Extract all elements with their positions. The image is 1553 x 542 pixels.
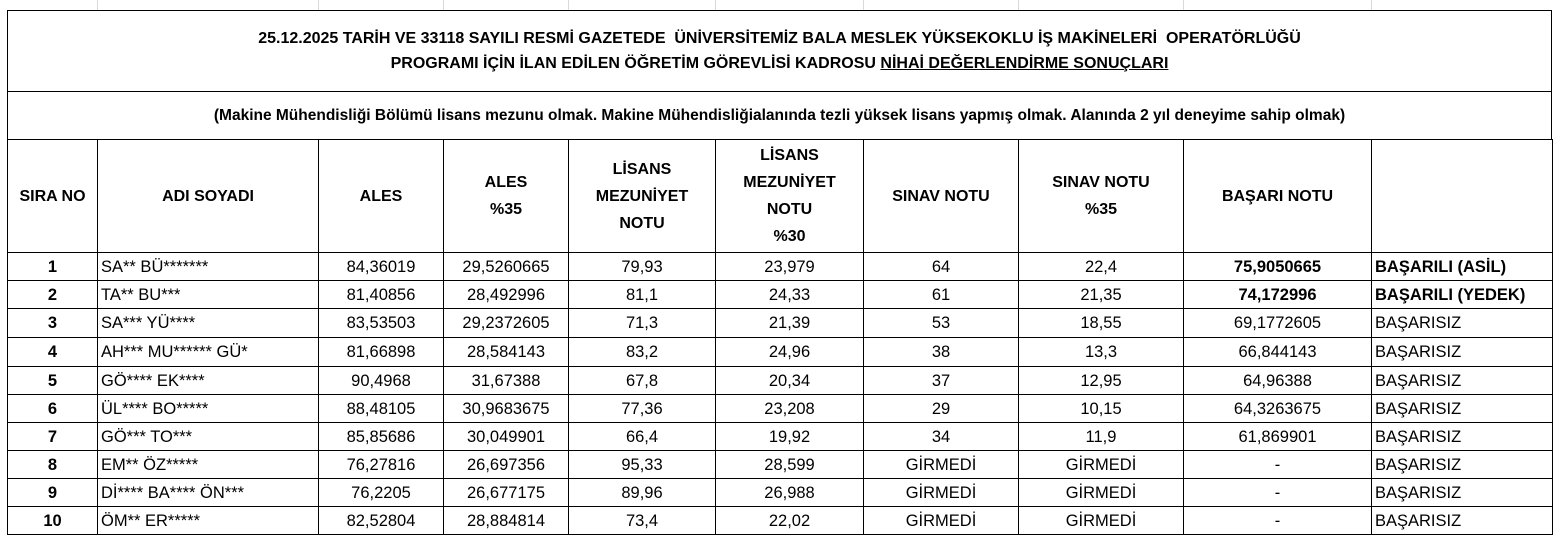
graduation-grade: 79,93 — [569, 253, 716, 281]
requirements-text: (Makine Mühendisliği Bölümü lisans mezunu olmak. Makine Mühendisliğialanında tezli yüksek lisans yapmış olmak. Alanında 2 yıl deneyime sahip olmak) — [213, 106, 1346, 124]
column-header-line: %30 — [773, 228, 806, 245]
row-number: 9 — [8, 479, 98, 507]
candidate-name: SA*** YÜ**** — [98, 309, 319, 338]
row-number: 1 — [8, 253, 98, 281]
result-status: BAŞARISIZ — [1372, 338, 1553, 367]
table-row — [8, 309, 1553, 338]
column-header — [716, 140, 864, 253]
graduation-30-score: 26,988 — [716, 479, 864, 507]
candidate-name: EM** ÖZ***** — [98, 451, 319, 479]
graduation-grade: 71,3 — [569, 309, 716, 338]
column-header — [1184, 140, 1372, 253]
graduation-30-score: 28,599 — [716, 451, 864, 479]
column-header-line: ALES — [484, 174, 528, 191]
result-status: BAŞARISIZ — [1372, 479, 1553, 507]
table-body — [8, 253, 1553, 535]
exam-score: 64 — [864, 253, 1019, 281]
ales-score: 76,2205 — [319, 479, 444, 507]
exam-score: 53 — [864, 309, 1019, 338]
ales-35-score: 29,5260665 — [444, 253, 569, 281]
graduation-grade: 83,2 — [569, 338, 716, 367]
ales-35-score: 26,697356 — [444, 451, 569, 479]
requirements-note — [7, 91, 1552, 140]
candidate-name: GÖ*** TO*** — [98, 423, 319, 451]
exam-35-score: GİRMEDİ — [1019, 507, 1184, 535]
table-row — [8, 253, 1553, 281]
row-number: 2 — [8, 281, 98, 309]
ales-35-score: 28,884814 — [444, 507, 569, 535]
column-header — [8, 140, 98, 253]
candidate-name: ÖM** ER***** — [98, 507, 319, 535]
column-header-line: ALES — [359, 187, 403, 205]
ales-35-score: 28,584143 — [444, 338, 569, 367]
exam-score: GİRMEDİ — [864, 451, 1019, 479]
success-score: 75,9050665 — [1184, 253, 1372, 281]
ales-35-score: 30,9683675 — [444, 395, 569, 423]
table-row — [8, 507, 1553, 535]
column-header-line: LİSANS — [760, 147, 819, 164]
ales-35-score: 30,049901 — [444, 423, 569, 451]
exam-score: 37 — [864, 367, 1019, 395]
exam-35-score: 22,4 — [1019, 253, 1184, 281]
column-header-line: ADI SOYADI — [162, 187, 254, 205]
graduation-grade: 66,4 — [569, 423, 716, 451]
column-header-line: BAŞARI NOTU — [1221, 187, 1334, 205]
ales-35-score: 29,2372605 — [444, 309, 569, 338]
column-header — [569, 140, 716, 253]
candidate-name: SA** BÜ******* — [98, 253, 319, 281]
graduation-grade: 89,96 — [569, 479, 716, 507]
graduation-30-score: 21,39 — [716, 309, 864, 338]
row-number: 10 — [8, 507, 98, 535]
graduation-grade: 67,8 — [569, 367, 716, 395]
column-header-line: SIRA NO — [19, 187, 86, 205]
exam-35-score: GİRMEDİ — [1019, 451, 1184, 479]
exam-35-score: GİRMEDİ — [1019, 479, 1184, 507]
result-status: BAŞARILI (YEDEK) — [1372, 281, 1553, 309]
column-header — [1372, 140, 1553, 253]
table-row — [8, 395, 1553, 423]
exam-score: GİRMEDİ — [864, 507, 1019, 535]
row-number: 7 — [8, 423, 98, 451]
ales-35-score: 26,677175 — [444, 479, 569, 507]
column-header-line: MEZUNİYET — [595, 187, 689, 205]
ales-score: 84,36019 — [319, 253, 444, 281]
row-number: 6 — [8, 395, 98, 423]
exam-35-score: 21,35 — [1019, 281, 1184, 309]
column-header-line: %35 — [489, 201, 523, 218]
column-header — [864, 140, 1019, 253]
success-score: 61,869901 — [1184, 423, 1372, 451]
column-header — [444, 140, 569, 253]
graduation-30-score: 20,34 — [716, 367, 864, 395]
success-score: 64,96388 — [1184, 367, 1372, 395]
graduation-30-score: 23,979 — [716, 253, 864, 281]
ales-score: 85,85686 — [319, 423, 444, 451]
row-number: 5 — [8, 367, 98, 395]
exam-score: 29 — [864, 395, 1019, 423]
exam-35-score: 13,3 — [1019, 338, 1184, 367]
ales-35-score: 31,67388 — [444, 367, 569, 395]
graduation-30-score: 24,96 — [716, 338, 864, 367]
result-status: BAŞARISIZ — [1372, 309, 1553, 338]
table-row — [8, 423, 1553, 451]
column-header-line: NOTU — [619, 214, 665, 232]
candidate-name: Dİ**** BA**** ÖN*** — [98, 479, 319, 507]
graduation-grade: 95,33 — [569, 451, 716, 479]
column-header — [1019, 140, 1184, 253]
graduation-30-score: 22,02 — [716, 507, 864, 535]
ales-35-score: 28,492996 — [444, 281, 569, 309]
ales-score: 83,53503 — [319, 309, 444, 338]
exam-score: 61 — [864, 281, 1019, 309]
candidate-name: GÖ**** EK**** — [98, 367, 319, 395]
ales-score: 90,4968 — [319, 367, 444, 395]
result-status: BAŞARISIZ — [1372, 395, 1553, 423]
ales-score: 82,52804 — [319, 507, 444, 535]
ales-score: 76,27816 — [319, 451, 444, 479]
table-row — [8, 338, 1553, 367]
success-score: - — [1184, 507, 1372, 535]
column-header — [319, 140, 444, 253]
column-header-line: SINAV NOTU — [892, 187, 990, 205]
exam-35-score: 18,55 — [1019, 309, 1184, 338]
row-number: 4 — [8, 338, 98, 367]
success-score: 64,3263675 — [1184, 395, 1372, 423]
table-row — [8, 451, 1553, 479]
exam-score: 34 — [864, 423, 1019, 451]
row-number: 8 — [8, 451, 98, 479]
result-status: BAŞARISIZ — [1372, 367, 1553, 395]
document-title — [7, 10, 1552, 92]
title-line-2-prefix: PROGRAMI İÇİN İLAN EDİLEN ÖĞRETİM GÖREVLİSİ KADROSU — [390, 55, 881, 72]
column-header-line: SINAV NOTU — [1052, 174, 1150, 191]
ales-score: 81,66898 — [319, 338, 444, 367]
success-score: - — [1184, 479, 1372, 507]
success-score: 69,1772605 — [1184, 309, 1372, 338]
spreadsheet-gridlines — [0, 0, 1553, 10]
graduation-30-score: 24,33 — [716, 281, 864, 309]
graduation-30-score: 23,208 — [716, 395, 864, 423]
success-score: 74,172996 — [1184, 281, 1372, 309]
column-header — [98, 140, 319, 253]
graduation-grade: 77,36 — [569, 395, 716, 423]
exam-35-score: 12,95 — [1019, 367, 1184, 395]
graduation-grade: 73,4 — [569, 507, 716, 535]
exam-35-score: 11,9 — [1019, 423, 1184, 451]
table-header-row — [8, 140, 1553, 253]
table-row — [8, 479, 1553, 507]
result-status: BAŞARILI (ASİL) — [1372, 253, 1553, 281]
column-header-line: LİSANS — [612, 160, 672, 178]
exam-35-score: 10,15 — [1019, 395, 1184, 423]
candidate-name: TA** BU*** — [98, 281, 319, 309]
graduation-30-score: 19,92 — [716, 423, 864, 451]
result-status: BAŞARISIZ — [1372, 451, 1553, 479]
results-table — [7, 139, 1553, 535]
title-line-2 — [391, 51, 1169, 76]
success-score: - — [1184, 451, 1372, 479]
graduation-grade: 81,1 — [569, 281, 716, 309]
table-row — [8, 281, 1553, 309]
title-line-1: 25.12.2025 TARİH VE 33118 SAYILI RESMİ GAZETEDE ÜNİVERSİTEMİZ BALA MESLEK YÜKSEKOKLU İŞ MAKİNELERİ OPERATÖRLÜĞÜ — [258, 30, 1301, 47]
success-score: 66,844143 — [1184, 338, 1372, 367]
row-number: 3 — [8, 309, 98, 338]
column-header-line: NOTU — [766, 201, 813, 218]
candidate-name: AH*** MU****** GÜ* — [98, 338, 319, 367]
ales-score: 88,48105 — [319, 395, 444, 423]
result-status: BAŞARISIZ — [1372, 507, 1553, 535]
title-line-2-underlined: NİHAİ DEĞERLENDİRME SONUÇLARI — [880, 55, 1169, 72]
exam-score: GİRMEDİ — [864, 479, 1019, 507]
candidate-name: ÜL**** BO***** — [98, 395, 319, 423]
result-status: BAŞARISIZ — [1372, 423, 1553, 451]
column-header-line: %35 — [1084, 201, 1118, 218]
ales-score: 81,40856 — [319, 281, 444, 309]
table-row — [8, 367, 1553, 395]
exam-score: 38 — [864, 338, 1019, 367]
column-header-line: MEZUNİYET — [743, 174, 836, 191]
